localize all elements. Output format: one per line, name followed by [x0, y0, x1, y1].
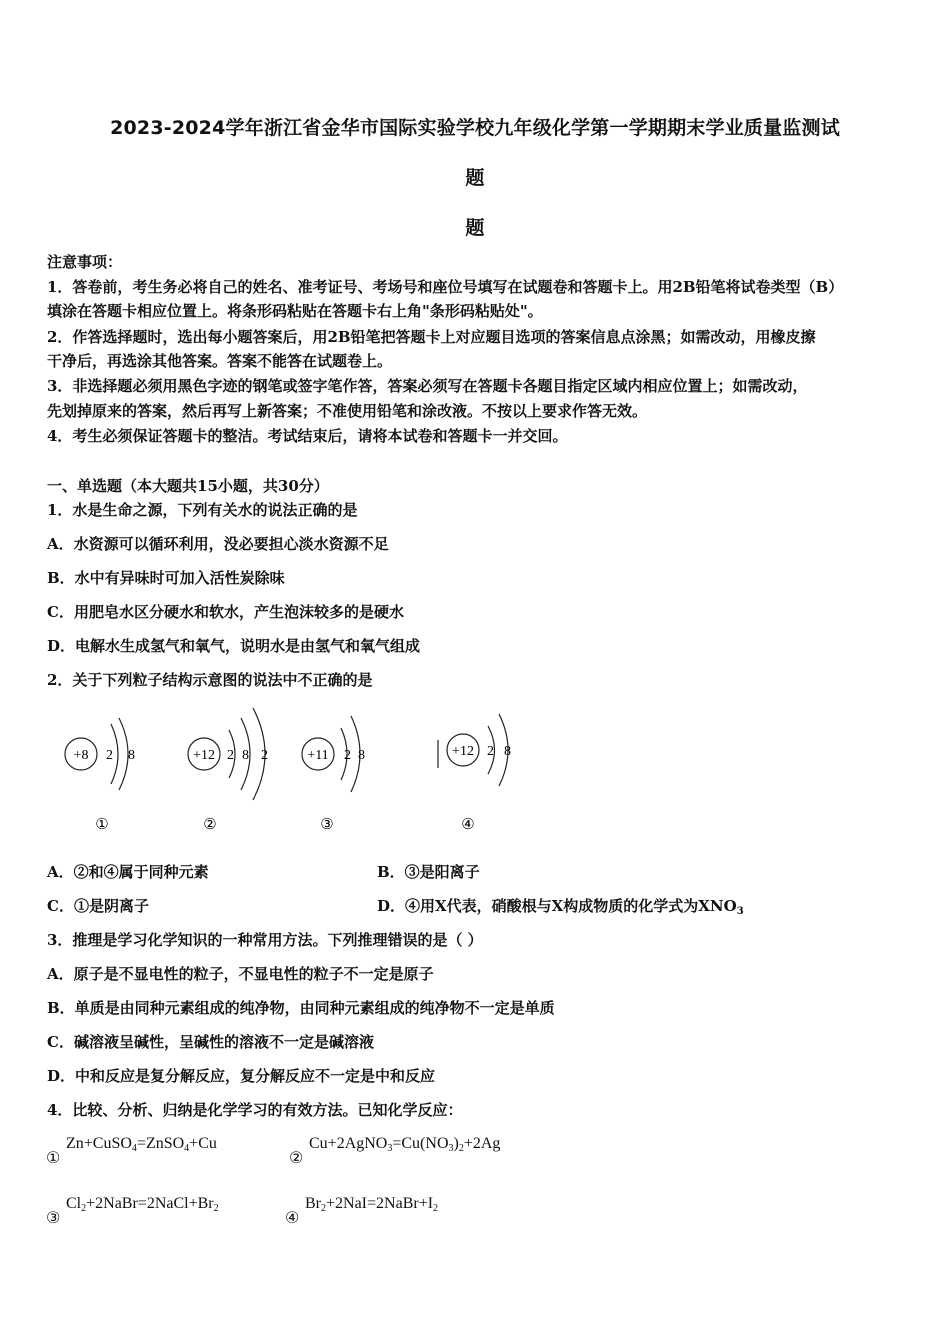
diagram-2-shell-1: 2	[227, 748, 234, 763]
q3-stem: 3．推理是学习化学知识的一种常用方法。下列推理错误的是（ ）	[47, 931, 483, 949]
reaction-1-label: ①	[46, 1148, 61, 1167]
q2-option-a: A．②和④属于同种元素	[47, 863, 209, 881]
diagram-3-shell-2: 8	[358, 748, 365, 763]
diagram-2-shell-3: 2	[261, 748, 268, 763]
diagram-1-shell-2: 8	[128, 748, 135, 763]
diagram-3-nucleus: +11	[307, 748, 329, 763]
q3-option-a: A．原子是不显电性的粒子，不显电性的粒子不一定是原子	[47, 965, 434, 983]
diagram-1-label: ①	[95, 817, 109, 833]
q1-option-d: D．电解水生成氢气和氧气，说明水是由氢气和氧气组成	[47, 637, 421, 655]
diagram-4-nucleus: +12	[452, 744, 474, 759]
notice-heading: 注意事项：	[47, 253, 123, 271]
q1-stem: 1．水是生命之源，下列有关水的说法正确的是	[47, 501, 358, 519]
diagram-2-label: ②	[203, 817, 217, 833]
notice-line: 2．作答选择题时，选出每小题答案后，用2B铅笔把答题卡上对应题目选项的答案信息点涂黑；如需改动，用橡皮擦	[47, 328, 816, 346]
q2-stem: 2．关于下列粒子结构示意图的说法中不正确的是	[47, 671, 373, 689]
diagram-4-label: ④	[461, 817, 475, 833]
q3-option-d: D．中和反应是复分解反应，复分解反应不一定是中和反应	[47, 1067, 436, 1085]
q1-option-b: B．水中有异味时可加入活性炭除味	[47, 569, 285, 587]
reaction-3-label: ③	[46, 1208, 61, 1227]
notice-line: 先划掉原来的答案，然后再写上新答案；不准使用铅笔和涂改液。不按以上要求作答无效。	[47, 402, 648, 420]
reaction-3-equation: $Cl_2+2NaBr=2NaCl+Br_2$	[66, 1195, 219, 1214]
q1-option-a: A．水资源可以循环利用，没必要担心淡水资源不足	[47, 535, 389, 553]
diagram-1-nucleus: +8	[73, 748, 89, 763]
notice-line: 3．非选择题必须用黑色字迹的钢笔或签字笔作答，答案必须写在答题卡各题目指定区域内相应位置上；如需改动，	[47, 377, 808, 395]
diagram-3-label: ③	[320, 817, 334, 833]
exam-title-line-3: 题	[465, 217, 485, 239]
diagram-2-shell-2: 8	[242, 748, 249, 763]
notice-line: 4．考生必须保证答题卡的整洁。考试结束后，请将本试卷和答题卡一并交回。	[47, 427, 568, 445]
exam-title-line-1: 2023-2024学年浙江省金华市国际实验学校九年级化学第一学期期末学业质量监测试	[110, 117, 840, 139]
diagram-3-shell-1: 2	[344, 748, 351, 763]
q3-option-b: B．单质是由同种元素组成的纯净物，由同种元素组成的纯净物不一定是单质	[47, 999, 555, 1017]
diagram-4-shell-2: 8	[504, 744, 511, 759]
diagram-2-nucleus: +12	[193, 748, 215, 763]
reaction-4-equation: $Br_2+2NaI=2NaBr+I_2$	[305, 1195, 439, 1214]
diagram-1-shell-1: 2	[106, 748, 113, 763]
particle-structure-diagrams	[55, 700, 535, 840]
reaction-1-equation: Zn+CuSO$_4$=ZnSO$_4$+Cu	[66, 1135, 217, 1154]
diagram-4-shell-1: 2	[487, 744, 494, 759]
q2-option-c: C．①是阴离子	[47, 897, 149, 915]
notice-line: 干净后，再选涂其他答案。答案不能答在试题卷上。	[47, 352, 393, 370]
section-heading: 一、单选题（本大题共15小题，共30分）	[47, 477, 329, 495]
reaction-2-equation: $Cu+2AgNO_3=Cu(NO_3)_2+2Ag$	[309, 1135, 501, 1154]
notice-line: 填涂在答题卡相应位置上。将条形码粘贴在答题卡右上角"条形码粘贴处"。	[47, 302, 543, 320]
exam-title-line-2: 题	[465, 167, 485, 189]
reaction-2-label: ②	[289, 1148, 304, 1167]
q2-option-d: D．④用X代表，硝酸根与X构成物质的化学式为$XNO_3$	[377, 897, 744, 917]
notice-line: 1．答卷前，考生务必将自己的姓名、准考证号、考场号和座位号填写在试题卷和答题卡上。用2B铅笔将试卷类型（B）	[47, 278, 844, 296]
q3-option-c: C．碱溶液呈碱性，呈碱性的溶液不一定是碱溶液	[47, 1033, 374, 1051]
q4-stem: 4．比较、分析、归纳是化学学习的有效方法。已知化学反应：	[47, 1101, 463, 1119]
q2-option-b: B．③是阳离子	[377, 863, 480, 881]
reaction-4-label: ④	[285, 1208, 300, 1227]
q1-option-c: C．用肥皂水区分硬水和软水，产生泡沫较多的是硬水	[47, 603, 404, 621]
